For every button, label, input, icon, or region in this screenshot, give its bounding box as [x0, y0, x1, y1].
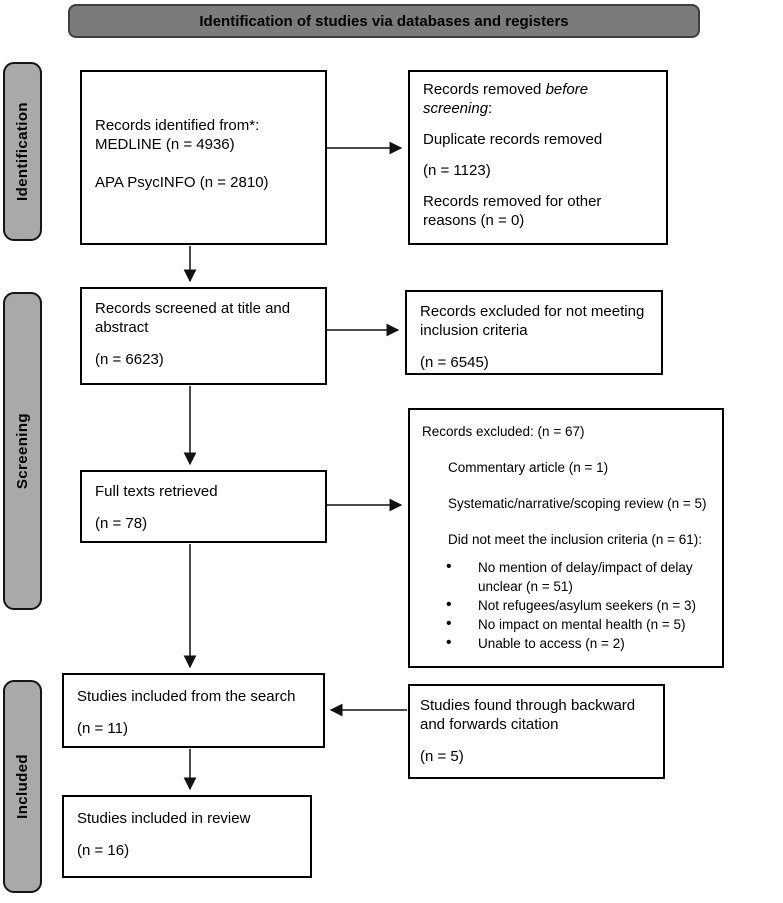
box-records-screened [80, 287, 327, 385]
bullet-no-mental-health-impact: • No impact on mental health (n = 5) [446, 615, 710, 634]
stage-label-identification: Identification [14, 102, 31, 201]
stage-bar-identification [3, 62, 42, 241]
bullet-no-mention-delay: • No mention of delay/impact of delay unclear (n = 51) [446, 558, 710, 596]
studies-citation-count: (n = 5) [420, 748, 464, 765]
box-studies-citation [408, 684, 665, 779]
exclusion-reason-criteria: Did not meet the inclusion criteria (n = 61): [448, 532, 702, 547]
full-texts-line: Full texts retrieved [95, 483, 218, 500]
records-removed-title-suffix: : [488, 100, 493, 117]
diagram-title: Identification of studies via databases and registers [199, 12, 569, 30]
studies-included-search-line: Studies included from the search [77, 688, 296, 705]
records-identified-psycinfo: APA PsycINFO (n = 2810) [95, 174, 269, 191]
full-texts-count: (n = 78) [95, 515, 148, 532]
bullet-unable-to-access: • Unable to access (n = 2) [446, 634, 710, 653]
box-full-texts-retrieved [80, 470, 327, 543]
records-identified-title: Records identified from*: [95, 117, 260, 134]
studies-citation-line: Studies found through backward and forwards citation [420, 697, 636, 733]
box-records-excluded-detail [408, 408, 724, 668]
exclusion-bullet-list [446, 558, 710, 653]
studies-included-review-count: (n = 16) [77, 842, 130, 859]
stage-label-screening: Screening [14, 412, 31, 490]
stage-bar-screening [3, 292, 42, 610]
records-screened-line: Records screened at title and abstract [95, 300, 291, 336]
other-reasons-line: Records removed for other reasons (n = 0) [423, 193, 602, 229]
box-records-excluded-criteria [405, 290, 663, 375]
records-excluded-criteria-count: (n = 6545) [420, 354, 489, 371]
records-identified-medline: MEDLINE (n = 4936) [95, 136, 235, 153]
exclusion-reason-commentary: Commentary article (n = 1) [448, 460, 609, 475]
records-removed-title-italic-1: before [545, 81, 589, 98]
records-removed-title [423, 80, 653, 118]
studies-included-search-count: (n = 11) [77, 720, 128, 737]
studies-included-review-line: Studies included in review [77, 810, 251, 827]
bullet-not-refugees: • Not refugees/asylum seekers (n = 3) [446, 596, 710, 615]
duplicates-removed-count: (n = 1123) [423, 162, 491, 179]
duplicates-removed-line: Duplicate records removed [423, 131, 603, 148]
box-records-removed-before-screening [408, 70, 668, 245]
records-excluded-criteria-line: Records excluded for not meeting inclusion criteria [420, 303, 645, 339]
diagram-title-banner [68, 4, 700, 38]
records-excluded-detail-title: Records excluded: (n = 67) [422, 424, 585, 439]
records-removed-title-italic-2: screening [423, 100, 489, 117]
stage-label-included: Included [14, 754, 31, 819]
box-records-identified [80, 70, 327, 245]
records-removed-title-prefix: Records removed [423, 81, 546, 98]
box-studies-included-review [62, 795, 312, 878]
box-studies-included-search [62, 673, 325, 748]
records-screened-count: (n = 6623) [95, 351, 164, 368]
stage-bar-included [3, 680, 42, 893]
exclusion-reason-review: Systematic/narrative/scoping review (n = 5) [448, 496, 707, 511]
